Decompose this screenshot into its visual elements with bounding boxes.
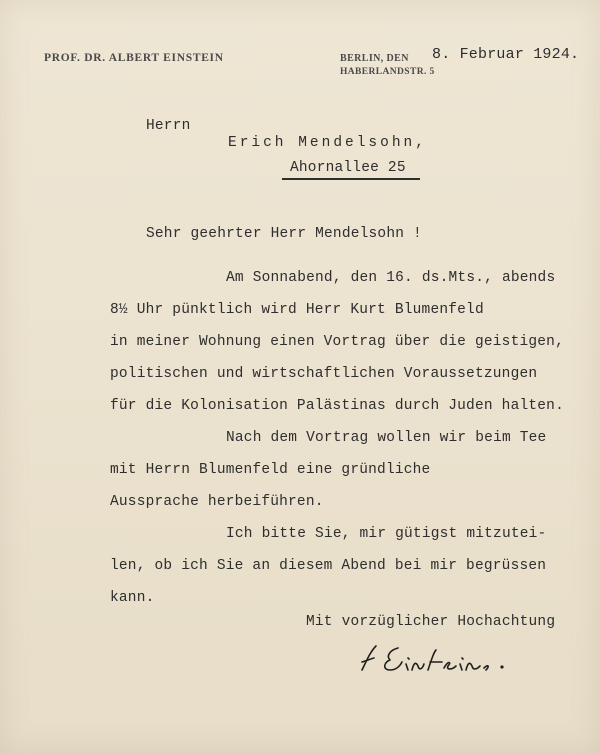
address-underline — [282, 178, 420, 180]
body-line-3: in meiner Wohnung einen Vortrag über die geistigen, — [110, 334, 564, 350]
address-herrn: Herrn — [146, 118, 191, 134]
body-line-8: Aussprache herbeiführen. — [110, 494, 324, 510]
letterhead-city: BERLIN, DEN — [340, 53, 409, 64]
body-line-9: Ich bitte Sie, mir gütigst mitzutei- — [226, 526, 547, 542]
letterhead-street: HABERLANDSTR. 5 — [340, 67, 435, 77]
signature — [352, 640, 522, 680]
address-recipient: Erich Mendelsohn, — [228, 135, 427, 151]
body-line-4: politischen und wirtschaftlichen Voraussetzungen — [110, 366, 538, 382]
body-line-1: Am Sonnabend, den 16. ds.Mts., abends — [226, 270, 556, 286]
letterhead-name: PROF. DR. ALBERT EINSTEIN — [44, 52, 224, 64]
body-line-5: für die Kolonisation Palästinas durch Juden halten. — [110, 398, 564, 414]
body-line-10: len, ob ich Sie an diesem Abend bei mir begrüssen — [110, 558, 547, 574]
body-line-11: kann. — [110, 590, 155, 606]
greeting: Sehr geehrter Herr Mendelsohn ! — [146, 226, 422, 242]
body-line-2: 8½ Uhr pünktlich wird Herr Kurt Blumenfeld — [110, 302, 484, 318]
address-street: Ahornallee 25 — [290, 160, 406, 176]
body-line-7: mit Herrn Blumenfeld eine gründliche — [110, 462, 431, 478]
body-line-6: Nach dem Vortrag wollen wir beim Tee — [226, 430, 547, 446]
letter-date: 8. Februar 1924. — [432, 46, 580, 63]
closing: Mit vorzüglicher Hochachtung — [306, 614, 556, 630]
